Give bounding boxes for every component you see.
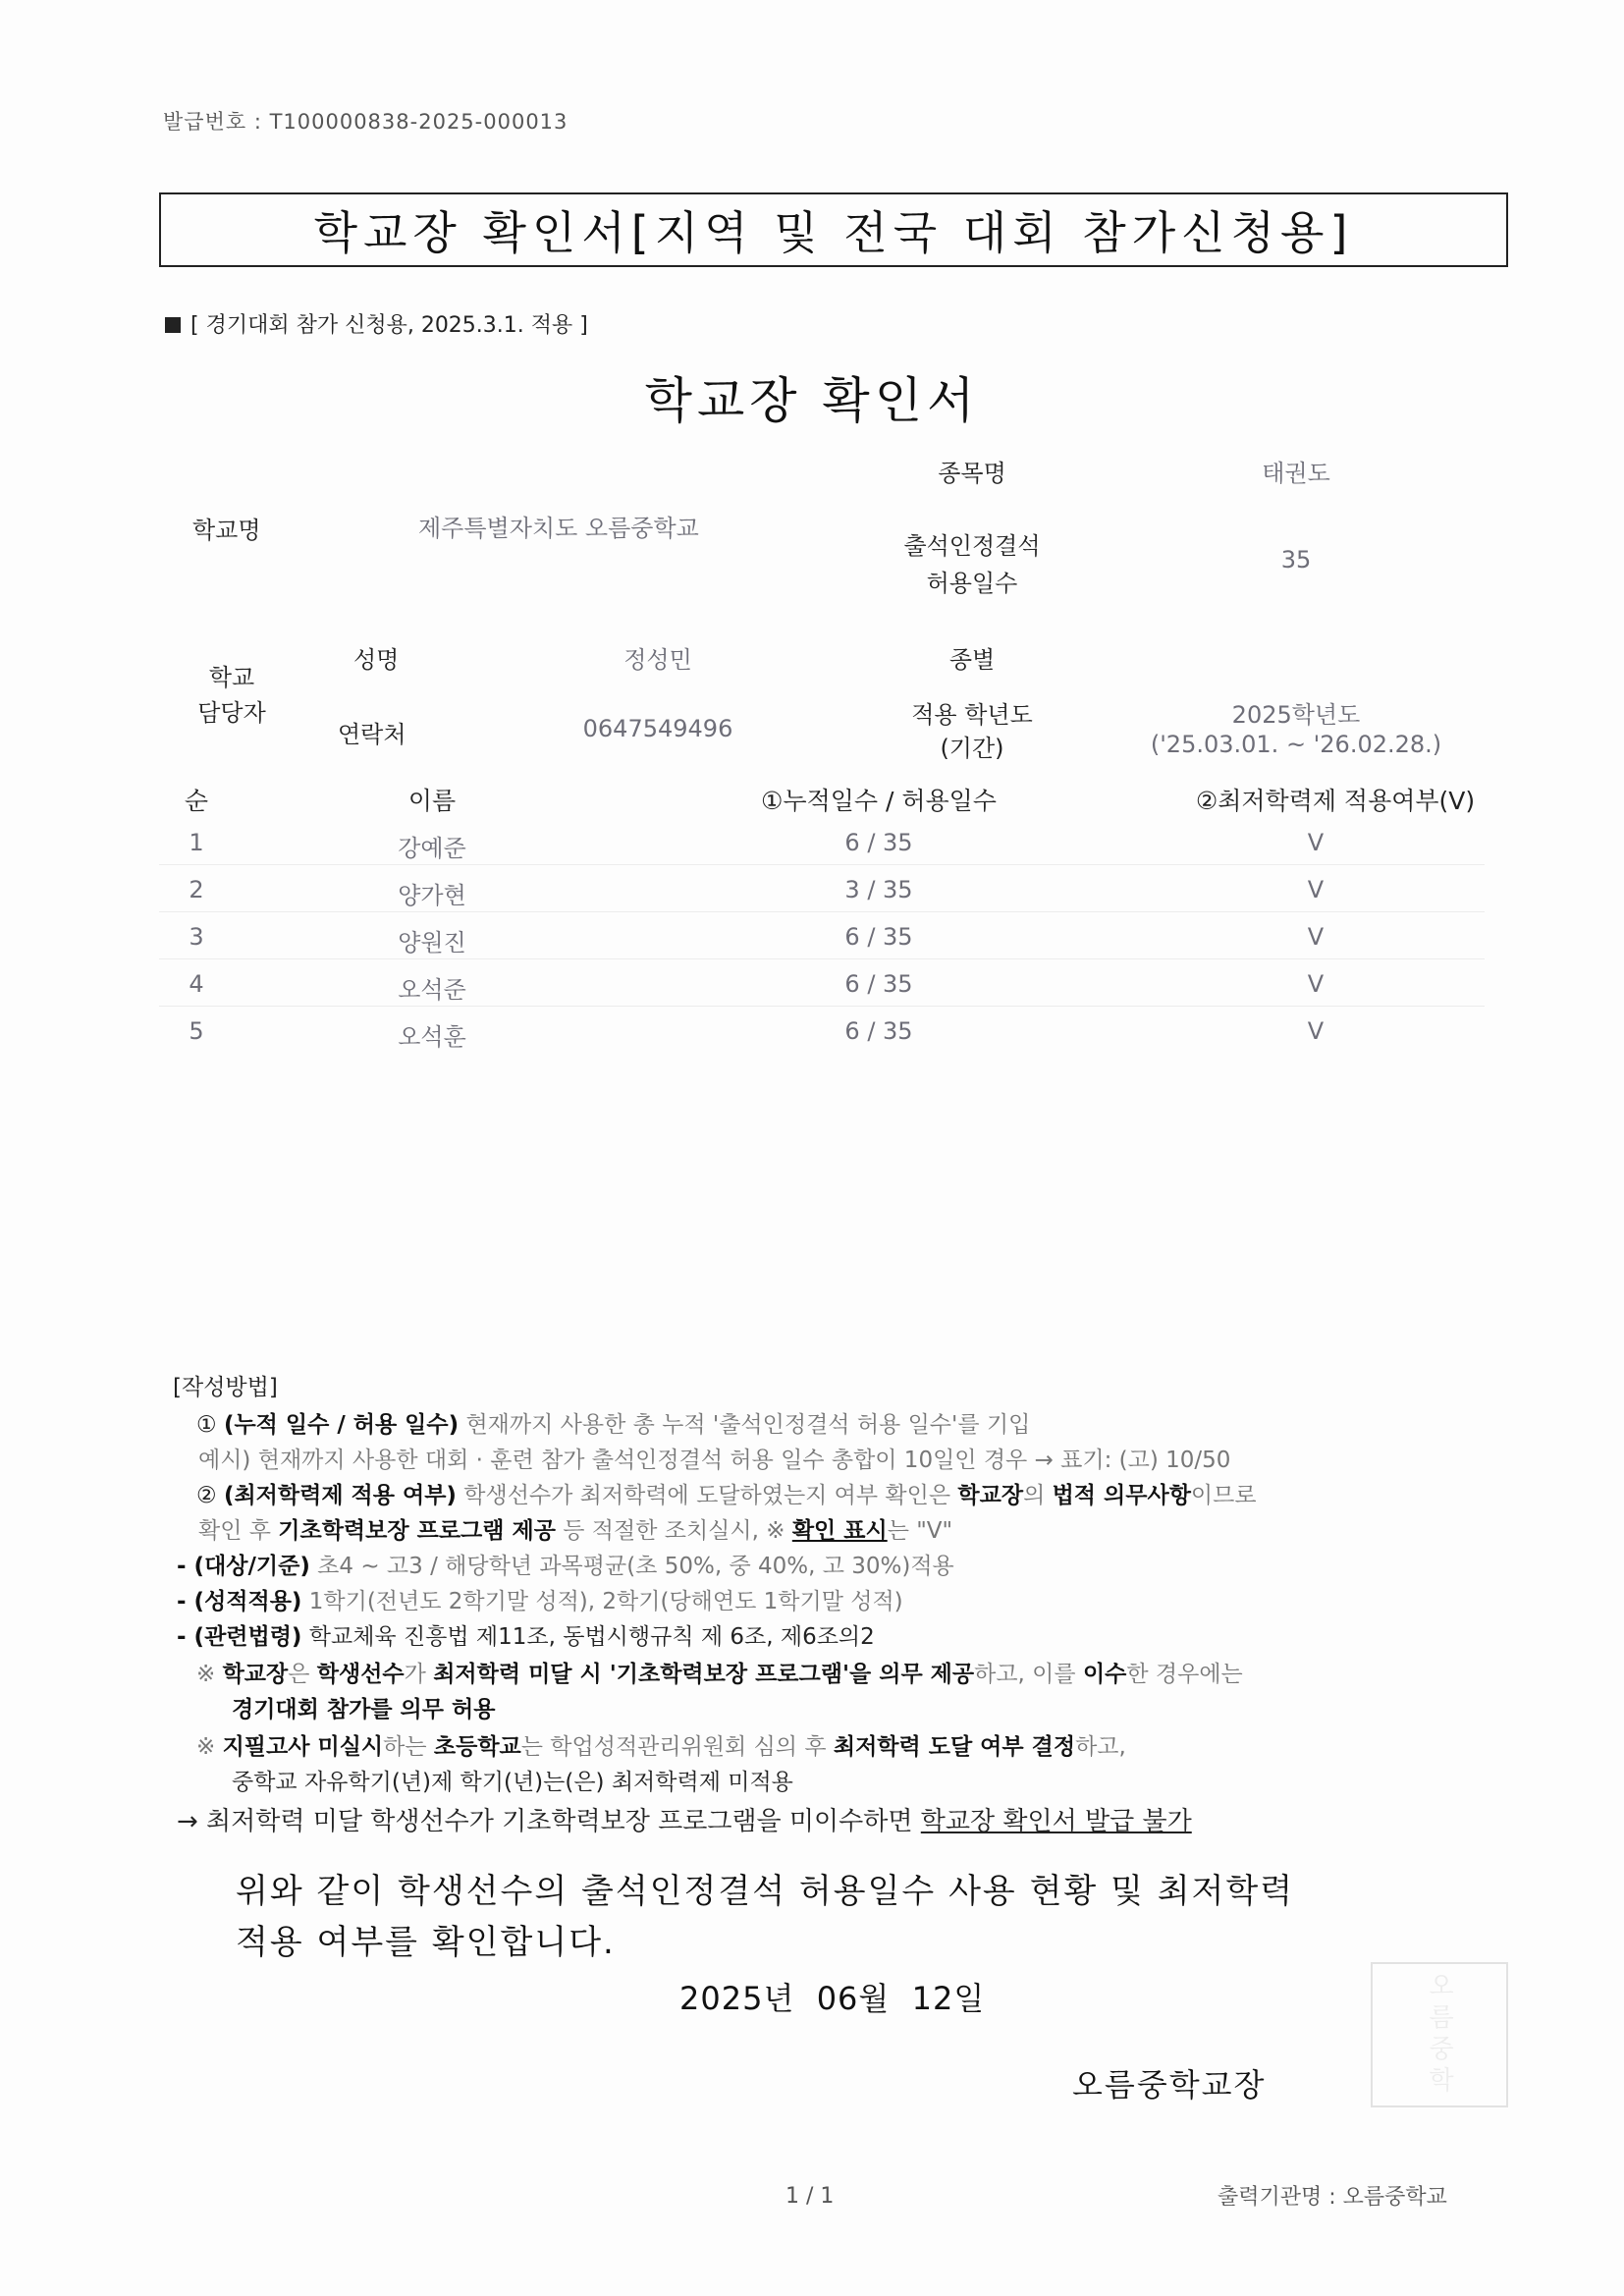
remark-2-mark: ※	[196, 1734, 223, 1760]
table-row	[0, 923, 1624, 970]
note-1-title: (누적 일수 / 허용 일수)	[223, 1412, 460, 1438]
remark-2-bold-2: 초등학교	[433, 1734, 521, 1760]
event-value: 태권도	[1262, 460, 1330, 487]
absence-value: 35	[1280, 546, 1312, 574]
notes-heading: [작성방법]	[173, 1375, 278, 1400]
statement-line-1: 위와 같이 학생선수의 출석인정결석 허용일수 사용 현황 및 최저학력	[236, 1872, 1295, 1911]
note-1-text: 현재까지 사용한 총 누적 '출석인정결석 허용 일수'를 기입	[459, 1412, 1031, 1438]
note-2b-text-2: 등 적절한 조치실시, ※	[555, 1518, 792, 1544]
table-row	[0, 876, 1624, 923]
row-no: 5	[189, 1017, 204, 1045]
school-label: 학교명	[192, 517, 261, 544]
remark-1-bold-3: 최저학력 미달 시 '기초학력보장 프로그램'을 의무 제공	[433, 1662, 975, 1687]
note-2-number: ②	[196, 1483, 217, 1508]
remark-2-bold-1: 지필고사 미실시	[222, 1734, 384, 1760]
row-applied: V	[1307, 923, 1325, 951]
name-value: 정성민	[623, 646, 692, 674]
note-2-line-2	[198, 1512, 952, 1545]
sub-note	[165, 308, 588, 339]
row-divider	[159, 864, 1485, 865]
official-seal	[1371, 1962, 1508, 2107]
manager-label-2: 담당자	[197, 699, 266, 727]
absence-label-2: 허용일수	[926, 570, 1018, 597]
contact-value: 0647549496	[582, 715, 733, 742]
year-value-1: 2025학년도	[1231, 701, 1361, 729]
row-days: 6 / 35	[844, 923, 913, 951]
issue-number: 발급번호 : T100000838-2025-000013	[163, 110, 568, 134]
header-title-box	[159, 192, 1508, 267]
year-value-2: ('25.03.01. ~ '26.02.28.)	[1150, 731, 1442, 758]
manager-label-1: 학교	[208, 664, 255, 691]
page-number: 1 / 1	[785, 2184, 835, 2209]
note-2-bold-2: 학교장	[957, 1483, 1024, 1508]
detail-law-title: - (관련법령)	[177, 1624, 302, 1650]
absence-label-1: 출석인정결석	[903, 532, 1041, 560]
row-applied: V	[1307, 970, 1325, 998]
row-days: 3 / 35	[844, 876, 913, 903]
final-warning-text: → 최저학력 미달 학생선수가 기초학력보장 프로그램을 미이수하면	[177, 1807, 921, 1836]
remark-1-text-2: 가	[404, 1662, 434, 1687]
remark-2-text-1: 하는	[383, 1734, 434, 1760]
category-label: 종별	[948, 646, 996, 674]
row-no: 1	[189, 829, 204, 856]
note-2b-underline: 확인 표시	[791, 1518, 888, 1544]
note-2	[196, 1477, 1257, 1509]
contact-label: 연락처	[338, 721, 406, 748]
row-name: 양원진	[398, 929, 466, 957]
issuer: 출력기관명 : 오름중학교	[1218, 2185, 1447, 2210]
row-no: 4	[189, 970, 204, 998]
note-2b-bold-1: 기초학력보장 프로그램 제공	[278, 1518, 556, 1544]
table-row	[0, 829, 1624, 876]
note-1-example: 예시) 현재까지 사용한 대회 · 훈련 참가 출석인정결석 허용 일수 총합이 10일인 경우 → 표기: (고) 10/50	[198, 1448, 1231, 1473]
official-seal-text: 오름중학	[1424, 1972, 1454, 2098]
detail-grade-text: 1학기(전년도 2학기말 성적), 2학기(당해연도 1학기말 성적)	[301, 1589, 903, 1614]
remark-1	[196, 1656, 1243, 1688]
header-title: 학교장 확인서[지역 및 전국 대회 참가신청용]	[313, 206, 1354, 259]
note-2-title: (최저학력제 적용 여부)	[223, 1483, 457, 1508]
doc-title: 학교장 확인서	[644, 372, 980, 429]
row-no: 2	[189, 876, 204, 903]
detail-target	[177, 1548, 954, 1580]
row-name: 양가현	[398, 882, 466, 909]
detail-grade	[177, 1583, 903, 1615]
table-row	[0, 970, 1624, 1017]
remark-2-text-2: 는 학업성적관리위원회 심의 후	[520, 1734, 834, 1760]
col-header-days: ①누적일수 / 허용일수	[761, 787, 997, 815]
remark-2-text-3: 하고,	[1075, 1734, 1126, 1760]
row-days: 6 / 35	[844, 829, 913, 856]
remark-1-text-4: 한 경우에는	[1126, 1662, 1243, 1687]
remark-1-line-2: 경기대회 참가를 의무 허용	[232, 1697, 496, 1722]
row-days: 6 / 35	[844, 970, 913, 998]
square-bullet-icon	[165, 317, 181, 333]
remark-1-bold-1: 학교장	[222, 1662, 289, 1687]
final-warning	[177, 1801, 1192, 1837]
detail-law	[177, 1618, 875, 1651]
row-divider	[159, 911, 1485, 912]
row-applied: V	[1307, 876, 1325, 903]
remark-2-bold-3: 최저학력 도달 여부 결정	[833, 1734, 1076, 1760]
note-2-bold-3: 법적 의무사항	[1052, 1483, 1191, 1508]
signer: 오름중학교장	[1072, 2066, 1267, 2104]
detail-law-text: 학교체육 진흥법 제11조, 동법시행규칙 제 6조, 제6조의2	[301, 1624, 875, 1650]
note-2b-text-1: 확인 후	[198, 1518, 279, 1544]
row-no: 3	[189, 923, 204, 951]
row-name: 오석훈	[398, 1023, 466, 1051]
note-2-text-2: 의	[1023, 1483, 1053, 1508]
issue-date: 2025년 06월 12일	[679, 1980, 986, 2017]
event-label: 종목명	[938, 460, 1006, 487]
row-name: 오석준	[398, 976, 466, 1004]
final-warning-underline: 학교장 확인서 발급 불가	[920, 1807, 1192, 1836]
remark-2	[196, 1728, 1126, 1761]
remark-2-line-2: 중학교 자유학기(년)제 학기(년)는(은) 최저학력제 미적용	[232, 1770, 793, 1795]
note-2-text-1: 학생선수가 최저학력에 도달하였는지 여부 확인은	[456, 1483, 958, 1508]
statement-line-2: 적용 여부를 확인합니다.	[236, 1923, 616, 1962]
remark-1-mark: ※	[196, 1662, 223, 1687]
note-1-number: ①	[196, 1412, 217, 1438]
remark-1-text-3: 하고, 이를	[974, 1662, 1083, 1687]
row-divider	[159, 1006, 1485, 1007]
detail-grade-title: - (성적적용)	[177, 1589, 302, 1614]
name-label: 성명	[353, 646, 400, 674]
col-header-name: 이름	[407, 787, 457, 815]
col-header-no: 순	[184, 787, 209, 815]
year-label-1: 적용 학년도	[911, 701, 1033, 729]
sub-note-text: [ 경기대회 참가 신청용, 2025.3.1. 적용 ]	[190, 313, 588, 338]
table-row	[0, 1017, 1624, 1065]
year-label-2: (기간)	[940, 735, 1004, 762]
row-applied: V	[1307, 829, 1325, 856]
remark-1-text-1: 은	[288, 1662, 317, 1687]
school-value: 제주특별자치도 오름중학교	[418, 515, 699, 542]
remark-1-bold-2: 학생선수	[316, 1662, 405, 1687]
row-applied: V	[1307, 1017, 1325, 1045]
remark-1-bold-4: 이수	[1082, 1662, 1127, 1687]
note-2-text-3: 이므로	[1190, 1483, 1257, 1508]
row-days: 6 / 35	[844, 1017, 913, 1045]
row-name: 강예준	[398, 835, 466, 862]
col-header-applied: ②최저학력제 적용여부(V)	[1195, 787, 1476, 815]
detail-target-title: - (대상/기준)	[177, 1554, 310, 1579]
row-divider	[159, 958, 1485, 959]
note-1	[196, 1406, 1030, 1439]
detail-target-text: 초4 ~ 고3 / 해당학년 과목평균(초 50%, 중 40%, 고 30%)적용	[309, 1554, 954, 1579]
note-2b-text-3: 는 "V"	[887, 1518, 953, 1544]
